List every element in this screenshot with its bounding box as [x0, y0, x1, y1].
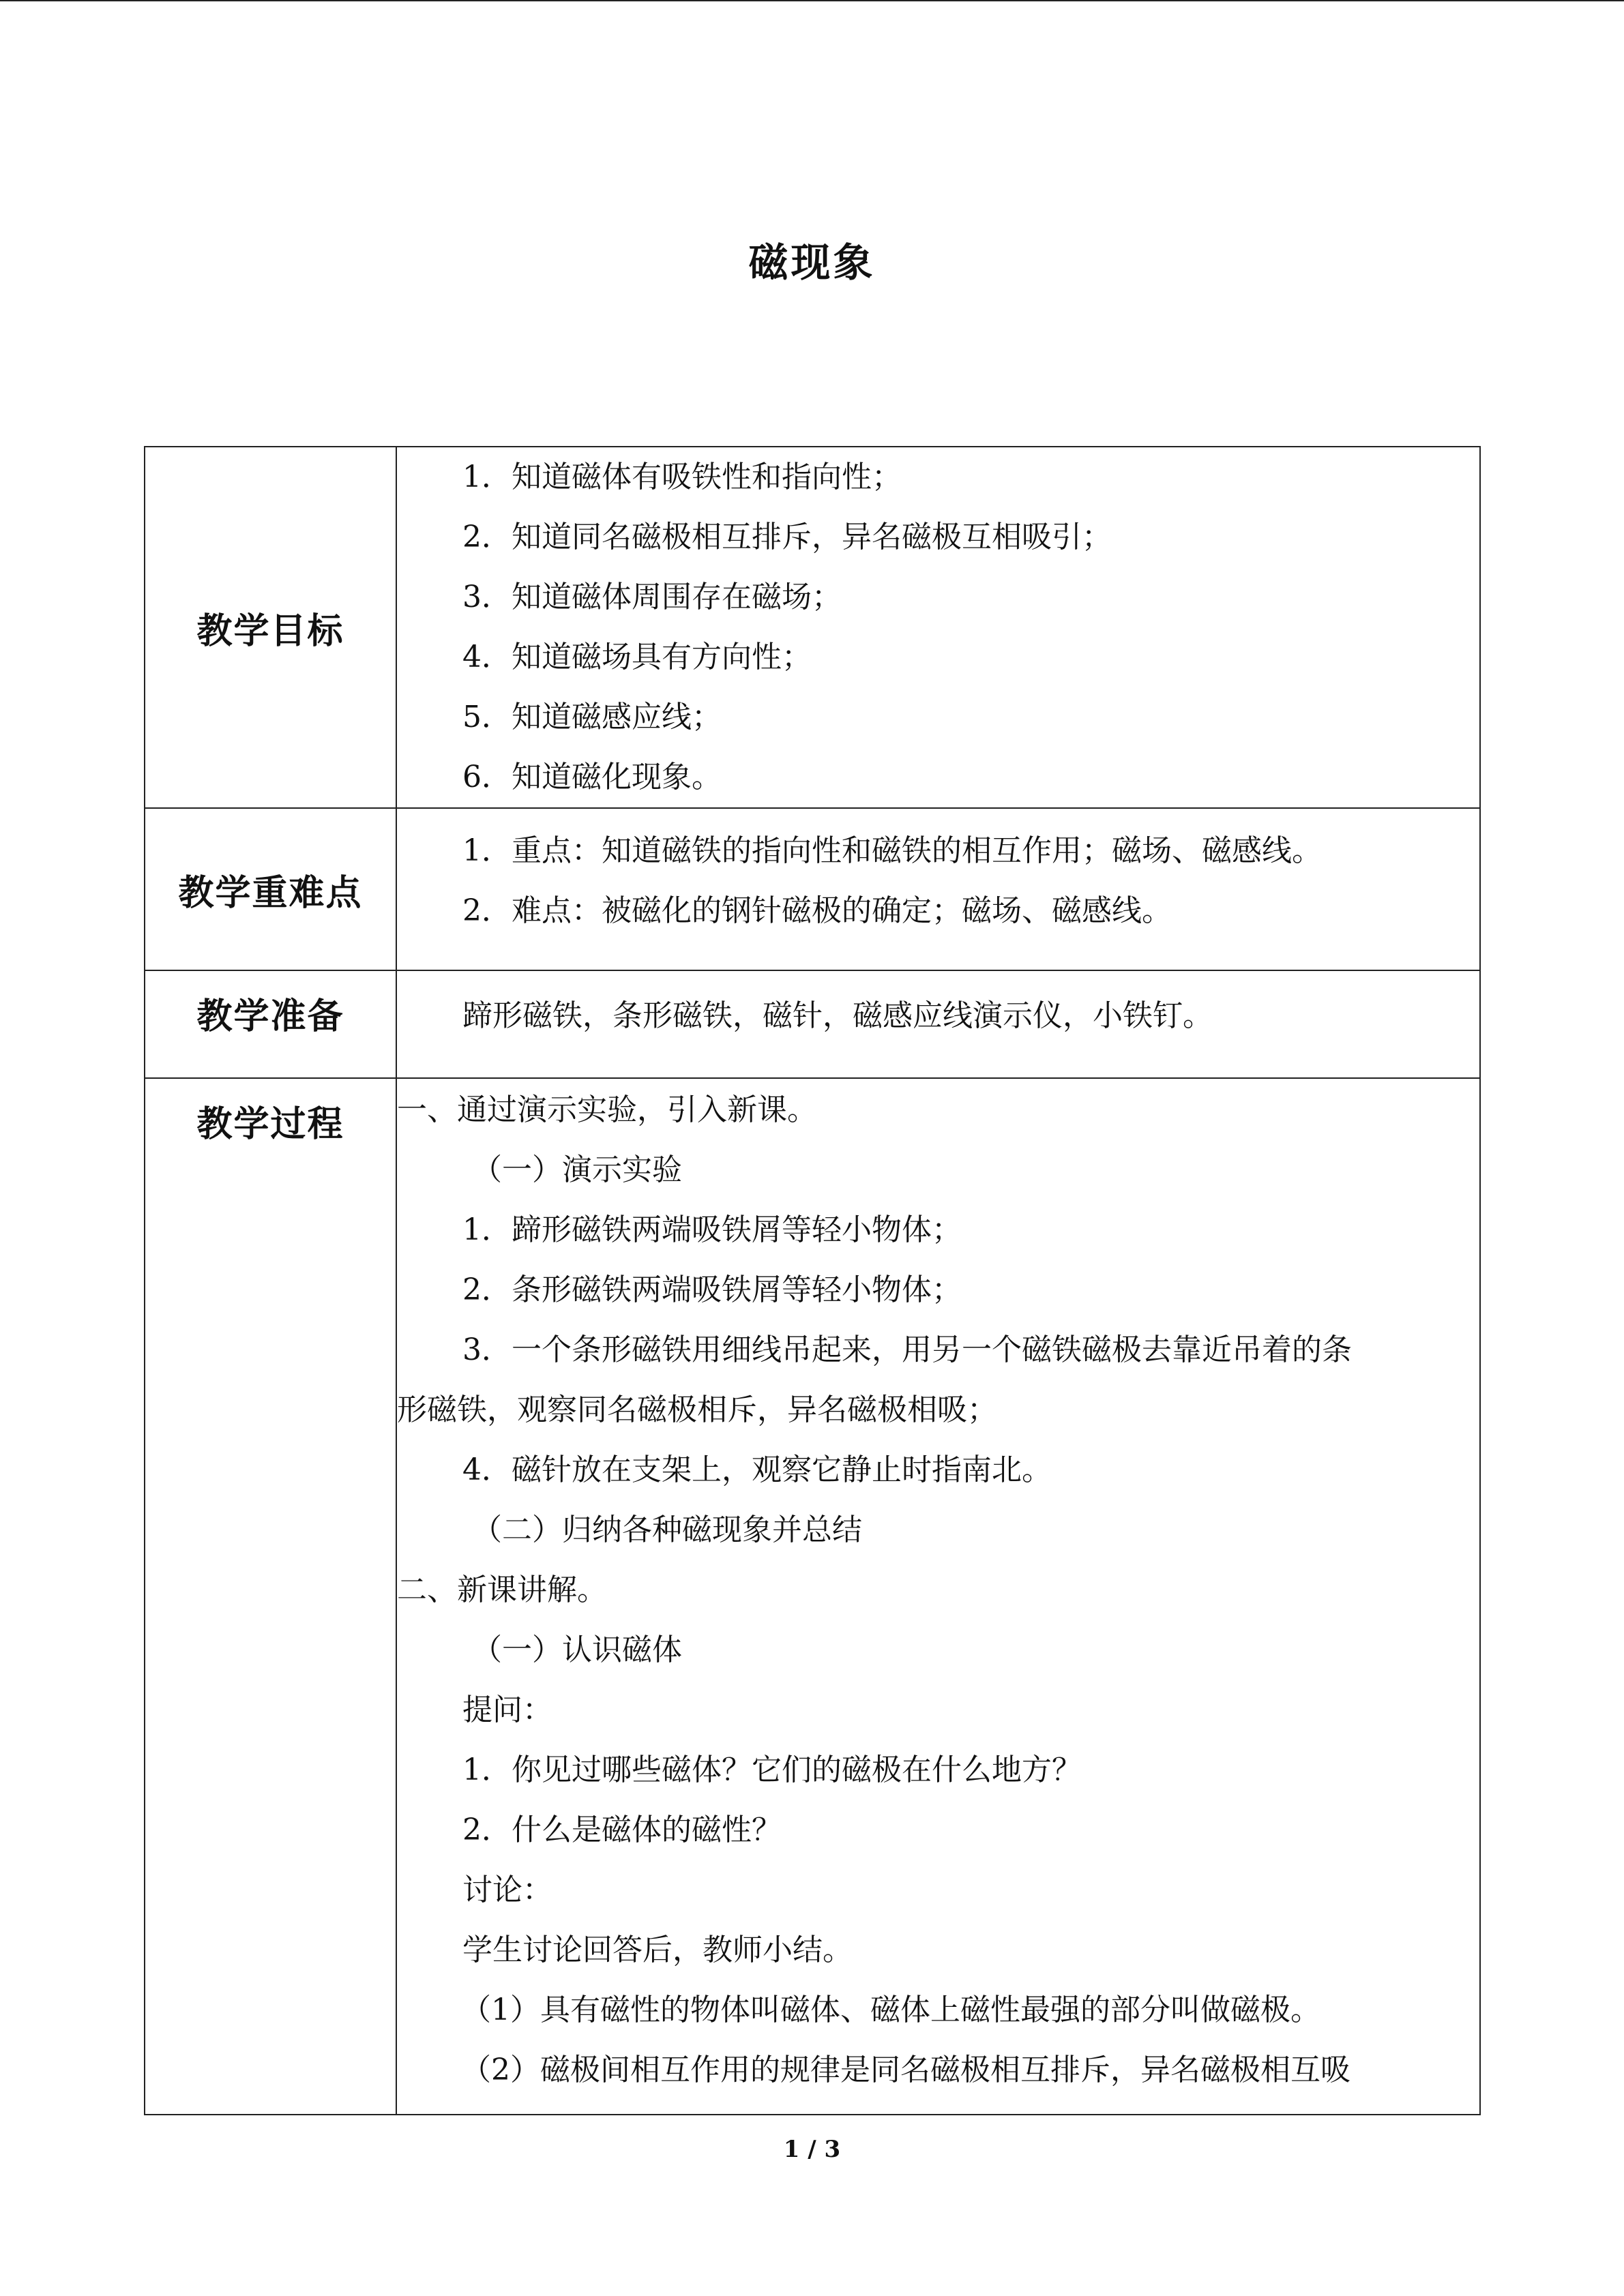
process-line: 一、通过演示实验，引入新课。 [397, 1092, 817, 1127]
key-point-line: 1．重点：知道磁铁的指向性和磁铁的相互作用；磁场、磁感线。 [462, 833, 1322, 868]
process-line: （一）演示实验 [472, 1152, 682, 1187]
row-label-preparation: 教学准备 [145, 970, 396, 1078]
row-content-key-points [396, 808, 1480, 970]
process-line: （2）磁极间相互作用的规律是同名磁极相互排斥，异名磁极相互吸 [461, 2053, 1350, 2087]
key-point-line: 2．难点：被磁化的钢针磁极的确定；磁场、磁感线。 [462, 893, 1172, 928]
document-title: 磁现象 [748, 239, 876, 286]
process-line: （1）具有磁性的物体叫磁体、磁体上磁性最强的部分叫做磁极。 [461, 1993, 1320, 2027]
lesson-plan-table [144, 446, 1481, 2115]
goal-line: 2．知道同名磁极相互排斥，异名磁极互相吸引； [462, 520, 1112, 554]
process-line: 3．一个条形磁铁用细线吊起来，用另一个磁铁磁极去靠近吊着的条 [462, 1332, 1352, 1367]
row-content-goals [396, 447, 1480, 808]
table-row-preparation [145, 970, 1480, 1078]
top-border-line [0, 0, 1624, 1]
page-number: 1 / 3 [783, 2136, 841, 2163]
row-content-preparation [396, 970, 1480, 1078]
process-line: 2．什么是磁体的磁性？ [462, 1813, 782, 1847]
table-row-process [145, 1078, 1480, 2115]
table-row-key-points [145, 808, 1480, 970]
goal-line: 3．知道磁体周围存在磁场； [462, 580, 842, 614]
process-line: 二、新课讲解。 [397, 1572, 607, 1607]
process-line: 讨论： [462, 1873, 552, 1907]
process-line: 学生讨论回答后，教师小结。 [462, 1933, 853, 1967]
process-line: 提问： [462, 1693, 552, 1727]
goal-line: 4．知道磁场具有方向性； [462, 640, 812, 674]
goal-line: 1．知道磁体有吸铁性和指向性； [462, 460, 902, 494]
process-line: 4．磁针放在支架上，观察它静止时指南北。 [462, 1452, 1052, 1487]
process-line: 1．蹄形磁铁两端吸铁屑等轻小物体； [462, 1212, 962, 1247]
process-line: 1．你见过哪些磁体？它们的磁极在什么地方？ [462, 1753, 1082, 1787]
row-label-key-points: 教学重难点 [145, 808, 396, 970]
row-label-goals: 教学目标 [145, 447, 396, 808]
process-line: 形磁铁，观察同名磁极相斥，异名磁极相吸； [397, 1392, 997, 1427]
goal-line: 5．知道磁感应线； [462, 700, 722, 734]
row-content-process [396, 1078, 1480, 2115]
process-line: （二）归纳各种磁现象并总结 [472, 1512, 862, 1547]
row-label-process: 教学过程 [145, 1078, 396, 2115]
table-row-goals [145, 447, 1480, 808]
process-line: （一）认识磁体 [472, 1632, 682, 1667]
goal-line: 6．知道磁化现象。 [462, 760, 722, 794]
preparation-line: 蹄形磁铁，条形磁铁，磁针，磁感应线演示仪，小铁钉。 [462, 998, 1213, 1033]
process-line: 2．条形磁铁两端吸铁屑等轻小物体； [462, 1272, 962, 1307]
